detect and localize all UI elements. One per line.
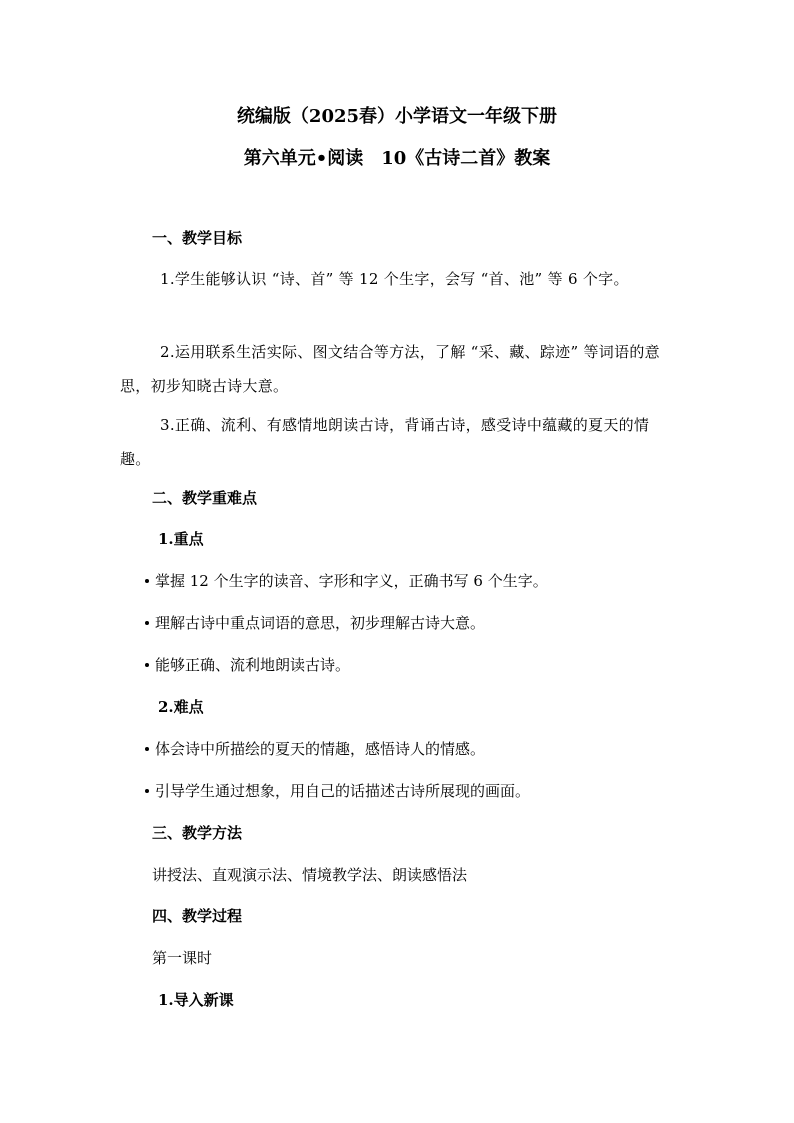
bullet-icon <box>145 747 149 751</box>
list-item-text: 理解古诗中重点词语的意思，初步理解古诗大意。 <box>155 614 486 632</box>
subheading-difficult: 2.难点 <box>158 698 204 716</box>
list-item-text: 体会诗中所描绘的夏天的情趣，感悟诗人的情感。 <box>155 740 486 758</box>
subheading-key: 1.重点 <box>158 530 204 548</box>
methods-text: 讲授法、直观演示法、情境教学法、朗读感悟法 <box>152 866 468 884</box>
list-item-text: 引导学生通过想象，用自己的话描述古诗所展现的画面。 <box>155 782 531 800</box>
step-heading: 1.导入新课 <box>158 991 234 1009</box>
list-item <box>155 781 530 801</box>
objective-item-3: 3.正确、流利、有感情地朗读古诗，背诵古诗，感受诗中蕴藏的夏天的情趣。 <box>120 416 650 468</box>
section-heading-objectives: 一、教学目标 <box>152 229 243 247</box>
bullet-icon <box>145 621 149 625</box>
document-subtitle: 第六单元•阅读 10《古诗二首》教案 <box>243 148 551 169</box>
list-item-text: 掌握 12 个生字的读音、字形和字义，正确书写 6 个生字。 <box>155 572 548 590</box>
section-heading-process: 四、教学过程 <box>152 907 243 925</box>
list-item <box>155 613 485 633</box>
lesson-label: 第一课时 <box>152 949 213 967</box>
list-item-text: 能够正确、流利地朗读古诗。 <box>155 656 351 674</box>
bullet-icon <box>145 663 149 667</box>
list-item <box>155 739 485 759</box>
bullet-icon <box>145 579 149 583</box>
list-item <box>155 571 548 591</box>
section-heading-key-points: 二、教学重难点 <box>152 489 258 507</box>
objective-item-1: 1.学生能够认识 “诗、首” 等 12 个生字，会写 “首、池” 等 6 个字。 <box>160 270 629 288</box>
bullet-icon <box>145 789 149 793</box>
section-heading-methods: 三、教学方法 <box>152 824 243 842</box>
objective-item-2: 2.运用联系生活实际、图文结合等方法，了解 “采、藏、踪迹” 等词语的意思，初步知晓古诗大意。 <box>120 343 660 395</box>
list-item <box>155 655 350 675</box>
document-title: 统编版（2025春）小学语文一年级下册 <box>236 106 558 127</box>
